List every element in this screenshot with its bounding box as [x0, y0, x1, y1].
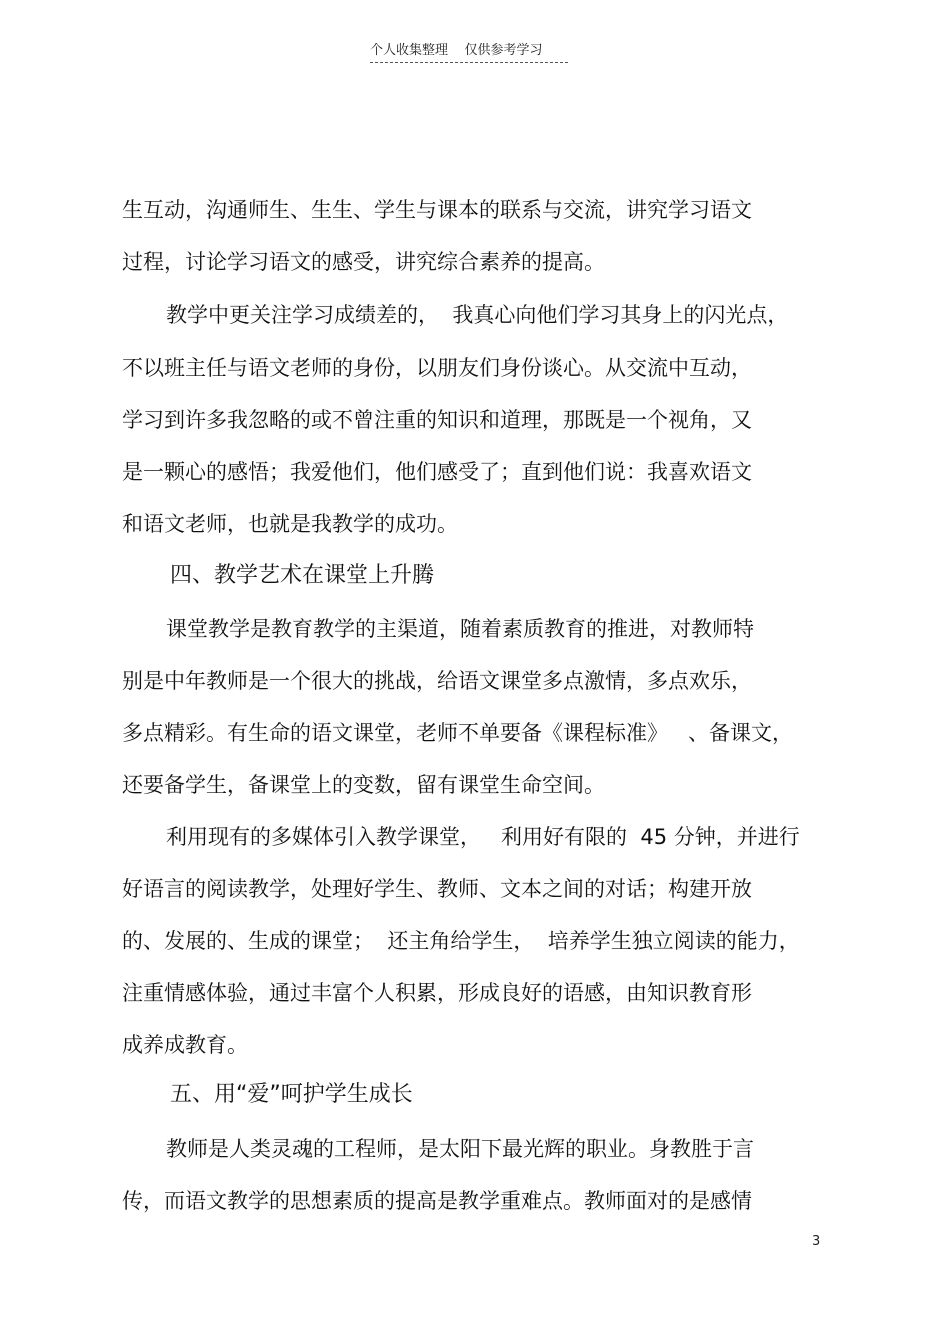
- page-number: 3: [812, 1234, 821, 1249]
- section-heading: 四、教学艺术在课堂上升腾: [170, 563, 435, 588]
- body-line: 的、发展的、生成的课堂； 还主角给学生， 培养学生独立阅读的能力，: [122, 929, 800, 953]
- body-line: 学习到许多我忽略的或不曾注重的知识和道理，那既是一个视角，又: [122, 408, 752, 432]
- paragraph-start-line: 教师是人类灵魂的工程师，是太阳下最光辉的职业。身教胜于言: [166, 1137, 754, 1161]
- body-line: 不以班主任与语文老师的身份，以朋友们身份谈心。从交流中互动，: [122, 356, 752, 380]
- body-line: 别是中年教师是一个很大的挑战，给语文课堂多点激情，多点欢乐，: [122, 669, 752, 693]
- body-line: 生互动，沟通师生、生生、学生与课本的联系与交流，讲究学习语文: [122, 198, 752, 222]
- body-line: 还要备学生，备课堂上的变数，留有课堂生命空间。: [122, 773, 605, 797]
- body-line: 注重情感体验，通过丰富个人积累，形成良好的语感，由知识教育形: [122, 981, 752, 1005]
- body-line: 传，而语文教学的思想素质的提高是教学重难点。教师面对的是感情: [122, 1189, 752, 1213]
- body-line: 是一颗心的感悟；我爱他们，他们感受了；直到他们说：我喜欢语文: [122, 460, 752, 484]
- paragraph-start-line: 教学中更关注学习成绩差的， 我真心向他们学习其身上的闪光点，: [166, 303, 789, 327]
- page-header: 个人收集整理 仅供参考学习: [370, 42, 568, 63]
- paragraph-start-line: 利用现有的多媒体引入教学课堂， 利用好有限的 45 分钟，并进行: [166, 825, 800, 849]
- section-heading: 五、用“爱”呵护学生成长: [170, 1082, 413, 1107]
- body-line: 和语文老师，也就是我教学的成功。: [122, 512, 458, 536]
- body-line: 成养成教育。: [122, 1033, 248, 1057]
- paragraph-start-line: 课堂教学是教育教学的主渠道，随着素质教育的推进，对教师特: [166, 617, 754, 641]
- body-line: 多点精彩。有生命的语文课堂，老师不单要备《课程标准》 、备课文，: [122, 721, 794, 745]
- body-line: 好语言的阅读教学，处理好学生、教师、文本之间的对话；构建开放: [122, 877, 752, 901]
- body-line: 过程，讨论学习语文的感受，讲究综合素养的提高。: [122, 250, 605, 274]
